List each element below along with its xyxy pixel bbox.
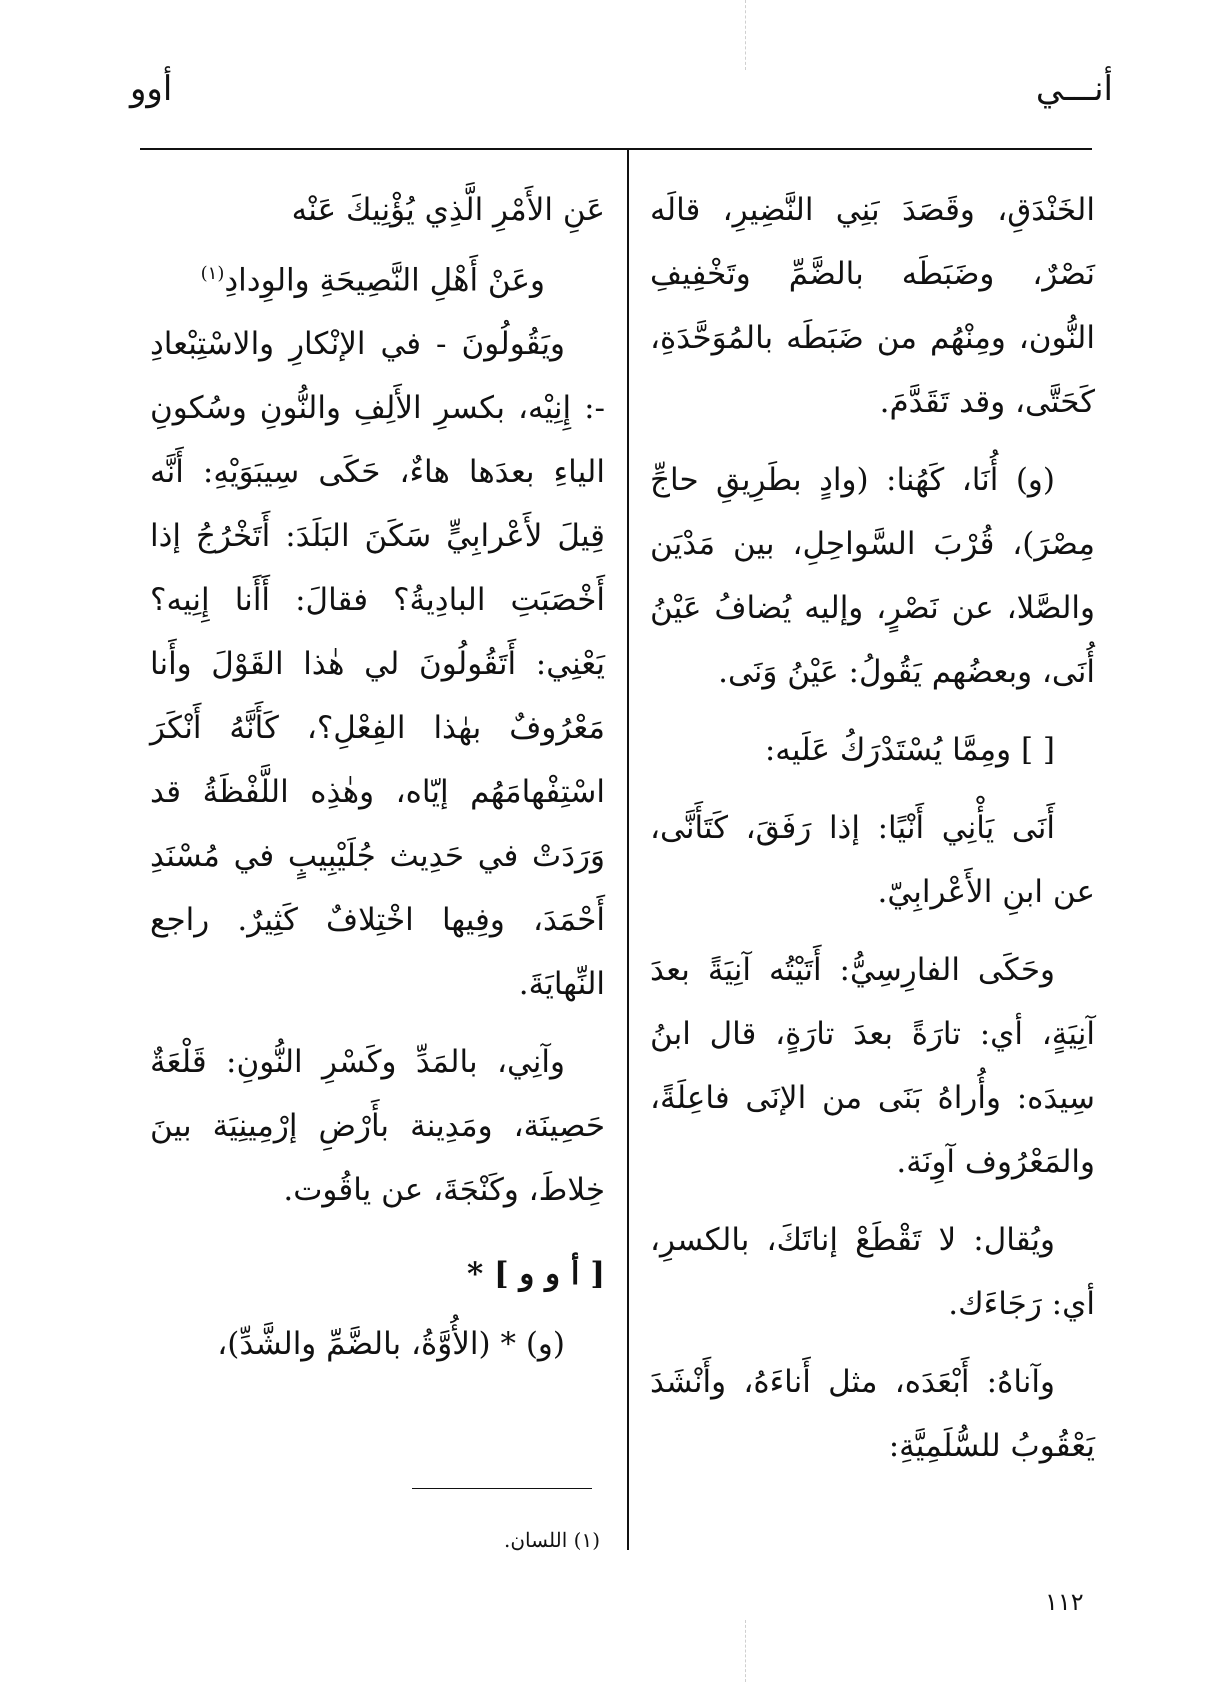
footnote: (١) اللسان. xyxy=(504,1528,600,1552)
scan-guide-line-bottom xyxy=(745,1620,746,1682)
scan-guide-line-top xyxy=(745,0,746,70)
column-divider xyxy=(627,150,629,1550)
left-para-3: (و) * (الأُوَّةُ، بالضَّمِّ والشَّدِّ)، xyxy=(217,1326,565,1363)
verse-line-2-text: وعَنْ أَهْلِ النَّصِيحَةِ والوِدادِ xyxy=(224,262,545,299)
header-headword-left: أوو xyxy=(130,69,173,109)
right-para-3: [ ] ومِمَّا يُسْتَدْرَكُ عَلَيه: xyxy=(764,732,1055,768)
left-para-1: ويَقُولُونَ - في الإنْكارِ والاسْتِبْعادِ -: إِنِيْه، بكسرِ الأَلِفِ والنُّونِ وسُكونِ الياءِ بعدَها هاءٌ، حَكَى سِيبَوَيْهِ: أَنَّه قِيلَ لأَعْرابِيٍّ سَكَنَ البَلَدَ: أَتَخْرُجُ إذا أَخْصَبَتِ البادِيةُ؟ فقالَ: أَأَنا إِنِيه؟ يَعْنِي: أَتَقُولُونَ لي هٰذا القَوْلَ وأَنا مَعْرُوفٌ بهٰذا الفِعْلِ؟، كَأَنَّهُ أَنْكَرَ اسْتِفْهامَهُم إيّاه، وهٰذِه اللَّفْظَةُ قد وَرَدَتْ في حَدِيث جُلَيْبِيبٍ في مُسْنَدِ أَحْمَدَ، وفِيها اخْتِلافٌ كَثِيرٌ. راجع النِّهايَةَ. xyxy=(150,326,605,1003)
right-para-7: وآناهُ: أَبْعَدَه، مثل أَناءَهُ، وأَنْشَدَ يَعْقُوبُ للسُّلَمِيَّةِ: xyxy=(650,1364,1095,1464)
right-para-2: (و) أُنَا، كَهُنا: (وادٍ بطَرِيقِ حاجِّ مِصْرَ)، قُرْبَ السَّواحِلِ، بين مَدْيَن والصَّلا، عن نَصْرٍ، وإليه يُضافُ عَيْنُ أُنَى، وبعضُهم يَقُولُ: عَيْنُ وَنَى. xyxy=(650,462,1095,690)
right-para-6: ويُقال: لا تَقْطَعْ إناتَكَ، بالكسرِ، أي: رَجَاءَك. xyxy=(650,1222,1095,1322)
right-column xyxy=(650,178,1095,1492)
header-headword-right: أنـــي xyxy=(1035,69,1113,109)
left-para-2: وآنِي، بالمَدِّ وكَسْرِ النُّونِ: قَلْعَةٌ حَصِينَة، ومَدِينة بأَرْضِ إرْمِينِيَة بينَ خِلاطَ، وكَنْجَةَ، عن ياقُوت. xyxy=(150,1044,605,1209)
footnote-divider xyxy=(412,1488,592,1489)
footnote-marker: (١) xyxy=(200,263,225,284)
verse-line-2 xyxy=(150,242,605,312)
right-para-1: الخَنْدَقِ، وقَصَدَ بَنِي النَّضِيرِ، قالَه نَصْرٌ، وضَبَطَه بالضَّمِّ وتَخْفِيفِ النُّون، ومِنْهُم من ضَبَطَه بالمُوَحَّدَةِ، كَحَتَّى، وقد تَقَدَّمَ. xyxy=(650,192,1095,420)
verse-line-1: عَنِ الأَمْرِ الَّذِي يُؤْنِيكَ عَنْه xyxy=(291,192,605,228)
right-para-4: أَنَى يَأْنِي أَنْيًا: إذا رَفَقَ، كَتَأَنَّى، عن ابنِ الأَعْرابِيّ. xyxy=(650,810,1095,910)
header-divider xyxy=(140,148,1092,150)
left-column xyxy=(150,178,605,1390)
right-para-5: وحَكَى الفارِسِيُّ: أَتَيْتُه آنِيَةً بعدَ آنِيَةٍ، أي: تارَةً بعدَ تارَةٍ، قال ابنُ سِيدَه: وأُراهُ بَنَى من الإنَى فاعِلَةً، والمَعْرُوف آوِنَة. xyxy=(650,952,1095,1180)
section-heading: [ أ و و ] * xyxy=(466,1256,605,1293)
page-number: ١١٢ xyxy=(1045,1588,1084,1616)
